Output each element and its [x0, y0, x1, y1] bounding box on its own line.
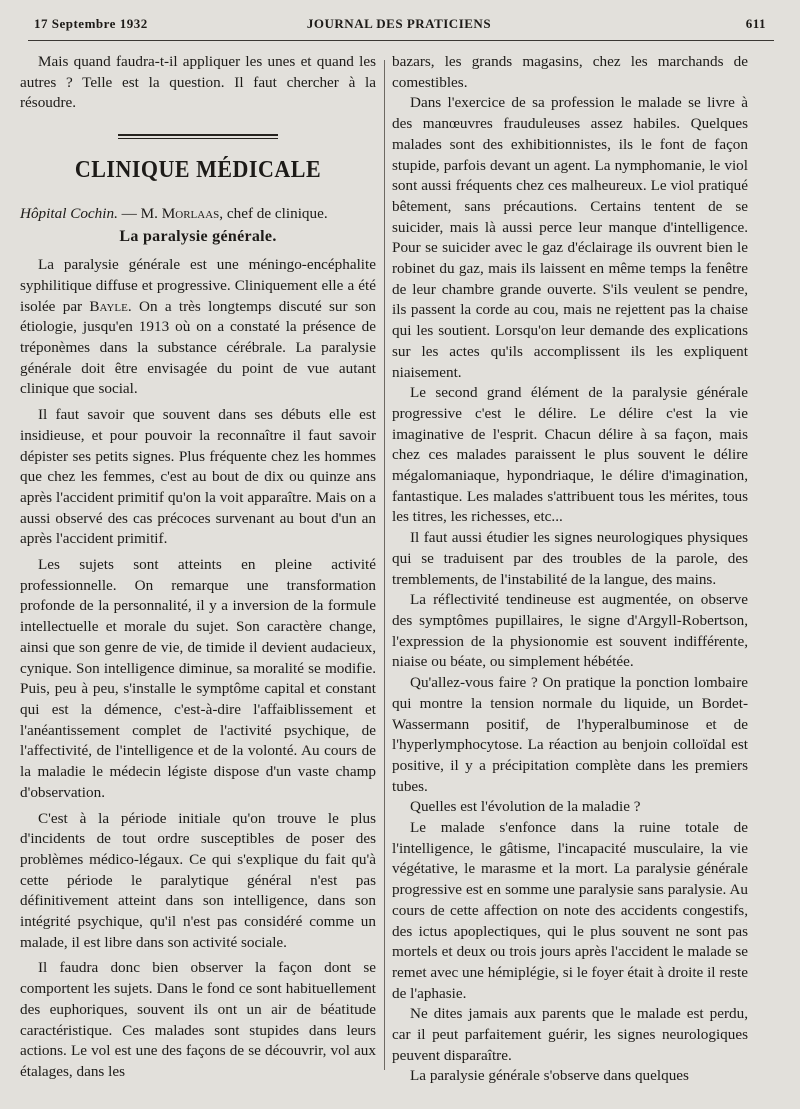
left-column	[20, 52, 376, 1083]
right-column	[392, 52, 748, 1087]
section-title: CLINIQUE MÉDICALE	[74, 154, 322, 183]
paragraph-personality: Les sujets sont atteints en pleine activité professionnelle. On remarque une transformation profonde de la personnalité, il y a inversion de la formule intellectuelle et morale du sujet. Son caractère change, ainsi que son genre de vie, de timide il devient audacieux, cynique. Son intelligence diminue, sa moralité se modifie. Puis, peu à peu, s'installe le symptôme capital et constant qui est la démence, c'est-à-dire l'affaiblissement et l'anéantissement complet de l'activité psychique, de l'affectivité, de l'intelligence et de la volonté. Au cours de la maladie le médecin légiste dispose d'un vaste champ d'observation.	[20, 556, 376, 801]
issue-date: 17 Septembre 1932	[34, 16, 148, 31]
paragraph-evolution: Le malade s'enfonce dans la ruine totale de l'intelligence, le gâtisme, l'incapacité musculaire, la vie végétative, le marasme et la mort. La paralysie générale progressive est en somme une paralysie sans paralysie. Au cours de cette affection on note des accidents congestifs, des ictus apoplectiques, qui le plus souvent ne sont pas mortels et deux ou trois jours après l'accident le malade se remet avec une hémiplégie, si le foyer était à droite il reste de l'aphasie.	[392, 819, 748, 1002]
author-prefix: — M.	[117, 204, 162, 222]
paragraph-final: La paralysie générale s'observe dans quelques	[410, 1067, 689, 1085]
page-number: 611	[745, 16, 766, 31]
paragraph-medicolegal: C'est à la période initiale qu'on trouve le plus d'incidents de tout ordre susceptibles de poser des problèmes médico-légaux. Ce qui s'explique du fait qu'à cette période le paralytique général n'est pas définitivement atteint dans son intelligence, dans son intégrité psychique, qu'il n'est pas considéré comme un malade, il est libre dans son activité sociale.	[20, 809, 376, 951]
paragraph-advice: Ne dites jamais aux parents que le malade est perdu, car il peut parfaitement guérir, les signes neurologiques peuvent disparaître.	[392, 1005, 748, 1064]
paragraph-continuation: bazars, les grands magasins, chez les marchands de comestibles.	[392, 53, 748, 91]
paragraph-fraud: Dans l'exercice de sa profession le malade se livre à des manœuvres frauduleuses assez habiles. Quelques malades sont des exhibitionnistes, ils le font de façon stupide, parfois devant un agent. La nymphomanie, le viol sont aussi fréquents chez ces malheureux. Le viol pratiqué bêtement, sans précautions. Certains tentent de se suicider, mais là aussi perce leur manque d'intelligence. Pour se suicider avec le gaz d'éclairage ils ouvrent bien le robinet du gaz, mais ils laissent en même temps la fenêtre de leur chambre grande ouverte. S'ils veulent se pendre, ils passent la corde au cou, mais ne rejettent pas la chaise qui les soutient. Lorsqu'on leur demande des explications sur les actes qu'ils accomplissent ils les expliquent niaisement.	[392, 94, 748, 381]
paragraph-text: . On a très longtemps discuté sur son étiologie, jusqu'en 1913 où on a constaté la présence de tréponèmes dans la substance cérébrale. La paralysie générale doit être envisagée du point de vue autant clinique que social.	[20, 297, 376, 398]
column-divider	[384, 60, 385, 1070]
paragraph-onset: Il faut savoir que souvent dans ses débuts elle est insidieuse, et pour pouvoir la reconnaître il faut savoir dépister ses petits signes. Plus fréquente chez les hommes que chez les femmes, c'est au bout de dix ou quinze ans après l'accident primitif qu'on la voit apparaître. Mais on a aussi observé des cas précoces survenant au bout d'un an après l'accident primitif.	[20, 406, 376, 548]
author-name: Morlaas	[161, 204, 220, 222]
section-divider	[118, 134, 278, 139]
paragraph-reflexes: La réflectivité tendineuse est augmentée, on observe des symptômes pupillaires, le signe d'Argyll-Robertson, l'expression de la physionomie est souvent indifférente, niaise ou béate, ou simplement hébétée.	[392, 591, 748, 671]
cited-name: Bayle	[89, 297, 128, 315]
header-rule	[28, 40, 774, 41]
paragraph-neurological: Il faut aussi étudier les signes neurologiques physiques qui se traduisent par des troubles de la parole, des tremblements, de l'instabilité de la langue, des mains.	[392, 529, 748, 588]
lecture-title: La paralysie générale.	[119, 227, 277, 245]
paragraph-question: Quelles est l'évolution de la maladie ?	[410, 798, 641, 816]
journal-title: JOURNAL DES PRATICIENS	[306, 16, 492, 31]
paragraph-behaviour: Il faudra donc bien observer la façon dont se comportent les sujets. Dans le fond ce sont habituellement des euphoriques, souvent ils ont un air de béatitude caractéristique. Ces malades sont stupides dans leurs actions. Le vol est une des façons de se découvrir, vol aux étalages, dans les	[20, 959, 376, 1080]
paragraph-text: La paralysie générale est une méningo-encéphalite syphilitique diffuse et progressive. Cliniquement elle a été isolée par	[20, 256, 376, 315]
author-role: , chef de clinique.	[219, 204, 328, 222]
paragraph-definition	[20, 255, 376, 400]
opening-paragraph: Mais quand faudra-t-il appliquer les unes et quand les autres ? Telle est la question. Il faut chercher à la résoudre.	[20, 53, 376, 112]
hospital-name: Hôpital Cochin.	[20, 204, 118, 222]
paragraph-lumbar-puncture: Qu'allez-vous faire ? On pratique la ponction lombaire qui montre la tension normale du liquide, un Bordet-Wassermann positif, de l'hyperalbuminose et de l'hyperlymphocytose. La réaction au benjoin colloïdal est positive, il y a précipitation complète dans les premiers tubes.	[392, 674, 748, 795]
paragraph-delirium: Le second grand élément de la paralysie générale progressive c'est le délire. Le délire c'est la vie imaginative de l'esprit. Chacun délire à sa façon, mais chez ces malades paraissent le plus souvent le délire mégalomaniaque, hypondriaque, le délire d'imagination, fantastique. Les malades s'attribuent tous les mérites, tous les titres, les richesses, etc...	[392, 384, 748, 526]
byline	[20, 204, 376, 225]
running-head	[28, 16, 770, 38]
